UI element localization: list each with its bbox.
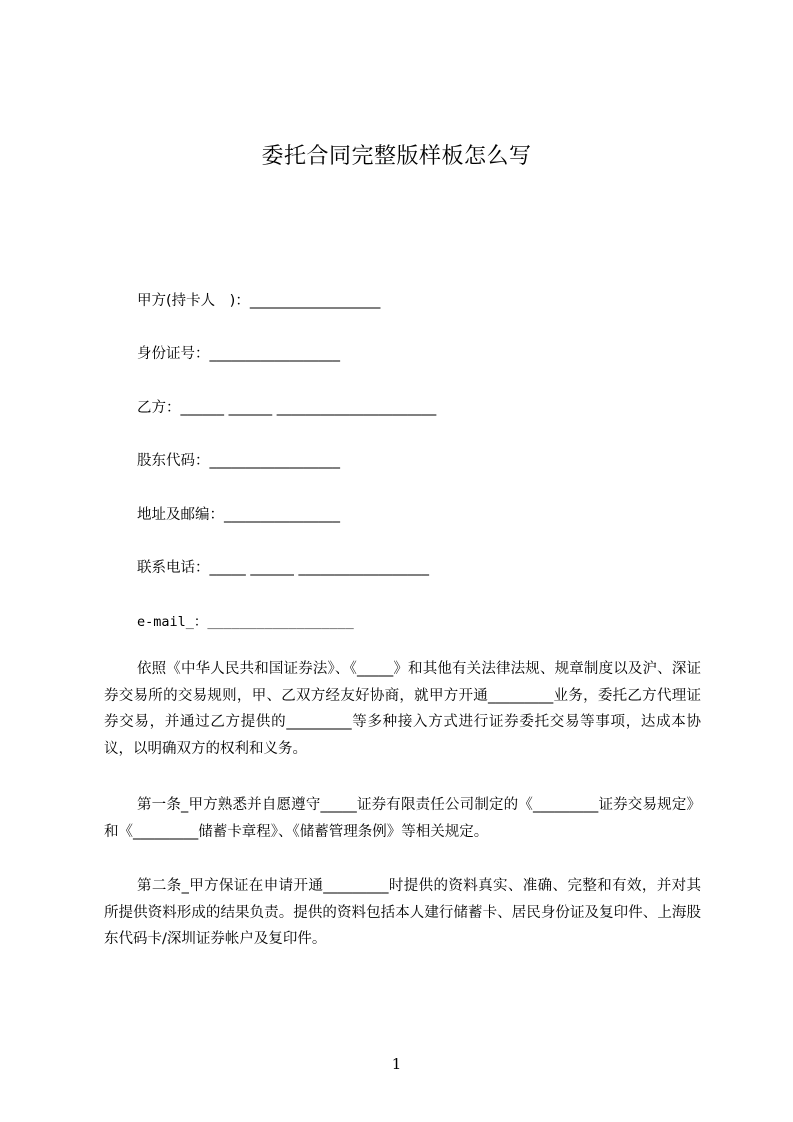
id-number-field: 身份证号：__________________ [137, 346, 340, 362]
document-title: 委托合同完整版样板怎么写 [261, 144, 532, 169]
preamble-paragraph: 依照《中华人民共和国证券法》、《_____》和其他有关法律法规、规章制度以及沪、深证券交易所的交易规则，甲、乙双方经友好协商，就甲方开通_________业务，委托乙方代理证券交易，并通过乙方提供的_________等多种接入方式进行证券委托交易等事项，达成本协议，以明确双方的权利和义务。 [104, 661, 701, 757]
party-a-field: 甲方(持卡人 )：__________________ [137, 293, 381, 309]
address-postcode-field: 地址及邮编：________________ [137, 507, 340, 523]
party-b-field: 乙方：______ ______ ______________________ [137, 400, 437, 416]
page-number: 1 [391, 1055, 402, 1073]
article-one-paragraph: 第一条_甲方熟悉并自愿遵守_____证券有限责任公司制定的《_________证券交易规定》和《_________储蓄卡章程》、《储蓄管理条例》等相关规定。 [104, 797, 701, 840]
shareholder-code-field: 股东代码：__________________ [137, 453, 340, 469]
article-two-paragraph: 第二条_甲方保证在申请开通_________时提供的资料真实、准确、完整和有效，并对其所提供资料形成的结果负责。提供的资料包括本人建行储蓄卡、居民身份证及复印件、上海股东代码卡/深圳证券帐户及复印件。 [104, 878, 701, 947]
phone-field: 联系电话：_____ ______ __________________ [137, 560, 429, 576]
email-field: e-mail_：__________________ [137, 614, 354, 630]
